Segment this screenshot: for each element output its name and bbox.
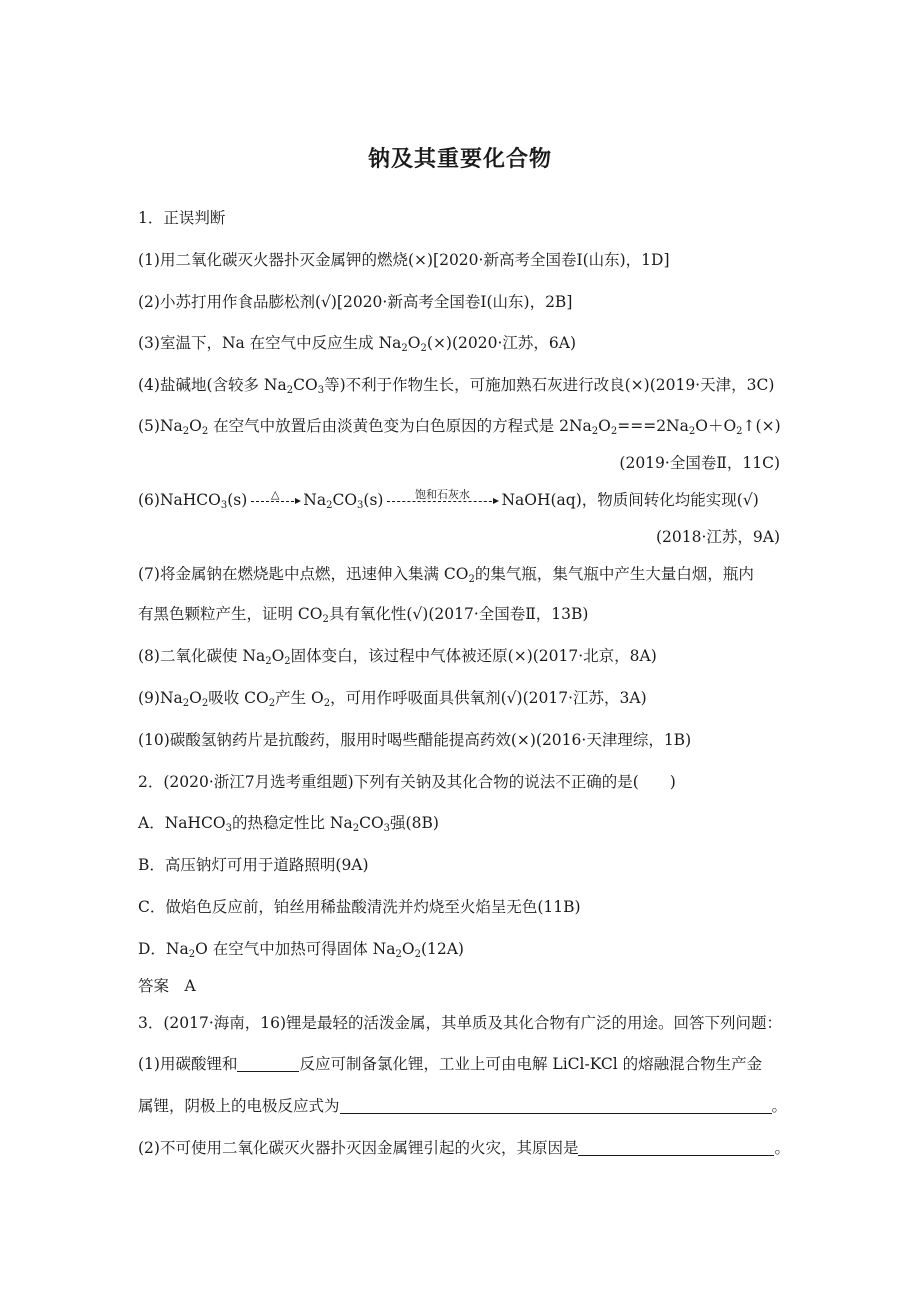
q1-item-10: (10)碳酸氢钠药片是抗酸药，服用时喝些醋能提高药效(×)(2016·天津理综，1B) bbox=[138, 731, 692, 749]
heat-arrow: △ bbox=[251, 501, 299, 502]
q1-item-1: (1)用二氧化碳灭火器扑灭金属钾的燃烧(×)[2020·新高考全国卷Ⅰ(山东)，1D] bbox=[138, 251, 670, 269]
q3-part-2: (2)不可使用二氧化碳灭火器扑灭因金属锂引起的火灾，其原因是 。 bbox=[138, 1139, 790, 1157]
q1-item-5-source: (2019·全国卷Ⅱ，11C) bbox=[619, 454, 780, 472]
q3-part-1: (1)用碳酸锂和 反应可制备氯化锂，工业上可由电解 LiCl-KCl 的熔融混合物生产金 bbox=[138, 1055, 763, 1073]
q1-item-2: (2)小苏打用作食品膨松剂(√)[2020·新高考全国卷Ⅰ(山东)，2B] bbox=[138, 293, 573, 311]
q3-part-1-cont: 属锂，阴极上的电极反应式为 。 bbox=[138, 1097, 788, 1115]
q2-stem: 2．(2020·浙江7月选考重组题)下列有关钠及其化合物的说法不正确的是( ) bbox=[138, 773, 676, 791]
q1-item-3: (3)室温下，Na 在空气中反应生成 $Na_2O_2(\times)(2020\cdot$江苏，6A) bbox=[138, 334, 576, 354]
q2-option-a: A．NaHCO$_3$的热稳定性比 $Na_2CO_3$强(8B) bbox=[138, 814, 439, 834]
q3-stem: 3．(2017·海南，16)锂是最轻的活泼金属，其单质及其化合物有广泛的用途。回答下列问题： bbox=[138, 1014, 783, 1032]
q1-item-6-source: (2018·江苏，9A) bbox=[655, 528, 780, 546]
answer-blank[interactable] bbox=[237, 1056, 299, 1072]
q2-option-c: C．做焰色反应前，铂丝用稀盐酸清洗并灼烧至火焰呈无色(11B) bbox=[138, 898, 581, 916]
q1-heading: 1．正误判断 bbox=[138, 209, 226, 227]
q1-item-7: (7)将金属钠在燃烧匙中点燃，迅速伸入集满 $CO_2$的集气瓶，集气瓶中产生大量白烟，瓶内 bbox=[138, 565, 754, 585]
q2-answer: 答案 A bbox=[138, 977, 196, 995]
q1-item-8: (8)二氧化碳使 $Na_2O_2$固体变白，该过程中气体被还原(×)(2017·北京，8A) bbox=[138, 647, 657, 667]
q2-option-d: D．$Na_2O$ 在空气中加热可得固体 $Na_2O_2(12A)$ bbox=[138, 940, 464, 960]
q2-option-b: B．高压钠灯可用于道路照明(9A) bbox=[138, 856, 369, 874]
q1-item-7-cont: 有黑色颗粒产生，证明 $CO_2$具有氧化性(√)(2017·全国卷Ⅱ，13B) bbox=[138, 605, 589, 625]
q1-item-9: $(9)Na_2O_2$吸收 $CO_2$产生 $O_2$，可用作呼吸面具供氧剂(√)(2017·江苏，3A) bbox=[138, 689, 647, 709]
q1-item-5: $(5)Na_2O_2$ 在空气中放置后由淡黄色变为白色原因的方程式是 $2Na_2O_2===2Na_2O+O_2↑(\times)$ bbox=[138, 417, 781, 437]
page-title: 钠及其重要化合物 bbox=[367, 147, 552, 172]
answer-blank[interactable] bbox=[578, 1140, 774, 1156]
limewater-arrow: 饱和石灰水 bbox=[387, 501, 497, 502]
answer-blank[interactable] bbox=[340, 1098, 772, 1114]
q1-item-6: (6)NaHCO$_3$(s) △ $Na_2CO_3(s)$ 饱和石灰水 NaOH(aq)，物质间转化均能实现(√) bbox=[138, 487, 759, 511]
q1-item-4: (4)盐碱地(含较多 $Na_2CO_3$等)不利于作物生长，可施加熟石灰进行改良(×)(2019·天津，3C) bbox=[138, 376, 775, 396]
